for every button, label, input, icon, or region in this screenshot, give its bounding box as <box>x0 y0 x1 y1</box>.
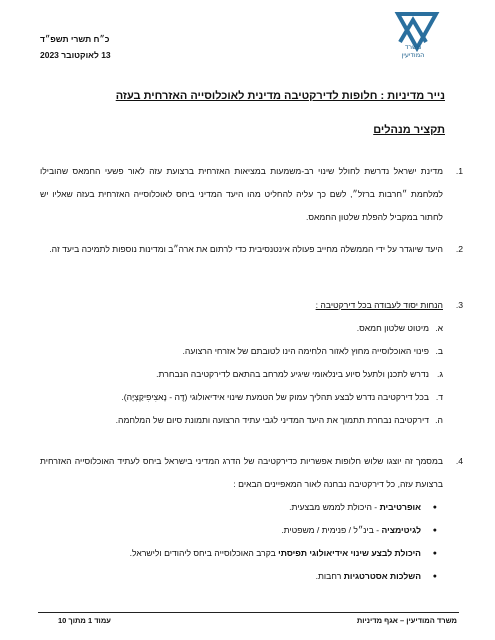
bullet-item: ● היכולת לבצע שינוי אידיאולוגי תפיסתי בקרב האוכלוסייה ביחס ליהודים ולישראל. <box>40 542 459 565</box>
paragraph-number: 4. <box>455 456 463 466</box>
sub-item: ד. בכל דירקטיבה נדרש לבצע תהליך עמוק של הטמעת שינוי אידיאולוגי (דֶּה - נָאצִיפִיקַצְיָה). <box>121 392 443 402</box>
paragraph-heading: הנחות יסוד לעבודה בכל דירקטיבה : <box>315 300 443 310</box>
page-number: עמוד 1 מתוך 10 <box>58 616 111 625</box>
footer-divider <box>38 612 459 613</box>
paragraph-number: 2. <box>455 244 463 254</box>
footer-org: משרד המודיעין – אגף מדיניות <box>356 616 457 625</box>
header-dates <box>40 31 111 63</box>
paragraph-number: 3. <box>455 300 463 310</box>
document-title: נייר מדיניות : חלופות לדירקטיבה מדינית לאוכלוסייה האזרחית בעזה <box>115 90 445 102</box>
gregorian-date: 13 לאוקטובר 2023 <box>40 50 111 60</box>
paragraph-2 <box>40 238 463 261</box>
paragraph-text: היעד שיוגדר על ידי הממשלה מחייב פעולה אינטנסיבית כדי לרתום את ארה״ב ומדינות נוספות לתמיכה ביעד זה. <box>49 244 443 254</box>
paragraph-number: 1. <box>455 166 463 176</box>
paragraph-3 <box>40 294 463 432</box>
bullet-item: ● השלכות אסטרטגיות רחבות. <box>40 565 459 588</box>
section-title: תקציר מנהלים <box>373 124 445 136</box>
bullet-item: ● אופרטיבית - היכולת לממש מבצעית. <box>40 496 459 519</box>
paragraph-4 <box>40 450 463 588</box>
paragraph-text: מדינת ישראל נדרשת לחולל שינוי רב-משמעות במציאות האזרחית ברצועת עזה לאור פשעי החמאס שהובילו למלחמת ״חרבות ברזל״, לשם כך עליה להחליט מהו היעד המדיני ביחס לאוכלוסייה האזרחית בעזה שאליו יש לחתור במקביל להפלת שלטון החמאס. <box>40 166 443 222</box>
hebrew-date: כ״ח תשרי תשפ״ד <box>40 34 110 44</box>
bullet-item: ● לגיטימציה - בינ״ל / פנימית / משפטית. <box>40 519 459 542</box>
sub-item: ה. דירקטיבה נבחרת תתמוך את היעד המדיני לגבי עתיד הרצועה ותמונת סיום של המלחמה. <box>115 415 443 425</box>
sub-item: ג. נדרש לתכנן ולתעל סיוע בינלאומי שיגיע למרחב בהתאם לדירקטיבה הנבחרת. <box>156 369 443 379</box>
sub-item: ב. פינוי האוכלוסייה מחוץ לאזור הלחימה הינו לטובתם של אזרחי הרצועה. <box>182 346 443 356</box>
logo-text: משרד המודיעין <box>401 43 425 59</box>
sub-item: א. מיטוט שלטון חמאס. <box>356 323 443 333</box>
paragraph-text: במסמך זה יוצגו שלוש חלופות אפשריות כדירקטיבה של הדרג המדיני בישראל ביחס לעתיד האוכלוסייה האזרחית ברצועת עזה, כל דירקטיבה נבחנה לאור המאפיינים הבאים : <box>40 456 443 489</box>
paragraph-1 <box>40 160 463 229</box>
